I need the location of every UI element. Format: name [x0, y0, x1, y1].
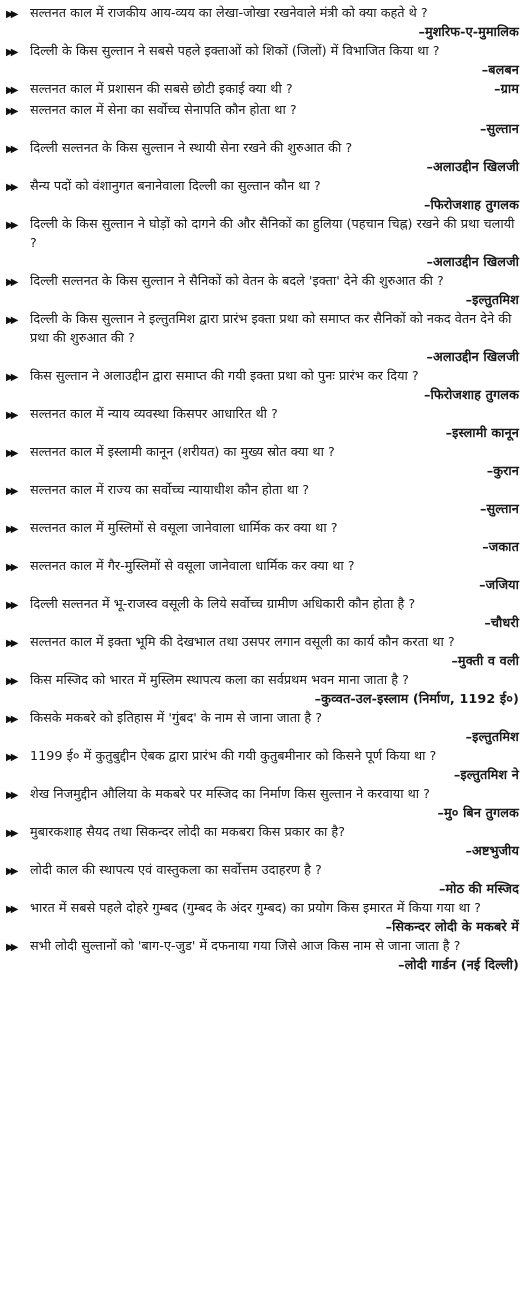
double-arrow-icon: ▶▶: [6, 714, 16, 725]
double-arrow-icon: ▶▶: [6, 752, 16, 763]
qa-content: [30, 42, 519, 80]
double-arrow-icon: ▶▶: [6, 904, 16, 915]
question-text: सल्तनत काल में इक्ता भूमि की देखभाल तथा उसपर लगान वसूली का कार्य कौन करता था ?: [30, 635, 455, 650]
answer-text: –सुल्तान: [480, 502, 519, 517]
question-text: सैन्य पदों को वंशानुगत बनानेवाला दिल्ली का सुल्तान कौन था ?: [30, 179, 321, 194]
qa-content: [30, 671, 519, 709]
question-line: [30, 80, 519, 99]
answer-text: –इल्तुतमिश ने: [453, 768, 519, 783]
question-text: किस सुल्तान ने अलाउद्दीन द्वारा समाप्त की गयी इक्ता प्रथा को पुनः प्रारंभ कर दिया ?: [30, 369, 419, 384]
qa-item: [6, 177, 519, 215]
qa-content: [30, 937, 519, 975]
qa-content: [30, 861, 519, 899]
qa-content: [30, 595, 519, 633]
question-text: दिल्ली सल्तनत के किस सुल्तान ने स्थायी सेना रखने की शुरुआत की ?: [30, 141, 353, 156]
qa-content: [30, 80, 519, 99]
double-arrow-icon: ▶▶: [6, 277, 16, 288]
answer-text: –बलबन: [481, 63, 519, 78]
qa-item: [6, 557, 519, 595]
question-text: सल्तनत काल में मुस्लिमों से वसूला जानेवाला धार्मिक कर क्या था ?: [30, 521, 338, 536]
qa-item: [6, 42, 519, 80]
double-arrow-icon: ▶▶: [6, 144, 16, 155]
qa-content: [30, 177, 519, 215]
question-text: सल्तनत काल में राज्य का सर्वोच्च न्यायाधीश कौन होता था ?: [30, 483, 310, 498]
qa-content: [30, 443, 519, 481]
double-arrow-icon: ▶▶: [6, 410, 16, 421]
qa-item: [6, 633, 519, 671]
question-text: सभी लोदी सुल्तानों को 'बाग-ए-जुड' में दफनाया गया जिसे आज किस नाम से जाना जाता है ?: [30, 939, 461, 954]
question-text: सल्तनत काल में सेना का सर्वोच्च सेनापति कौन होता था ?: [30, 103, 297, 118]
qa-item: [6, 937, 519, 975]
answer-text: –सुल्तान: [480, 122, 519, 137]
qa-item: [6, 80, 519, 101]
answer-text: –अलाउद्दीन खिलजी: [426, 350, 519, 365]
double-arrow-icon: ▶▶: [6, 790, 16, 801]
qa-item: [6, 272, 519, 310]
question-text: सल्तनत काल में इस्लामी कानून (शरीयत) का मुख्य स्रोत क्या था ?: [30, 445, 335, 460]
qa-content: [30, 4, 519, 42]
double-arrow-icon: ▶▶: [6, 828, 16, 839]
qa-content: [30, 101, 519, 139]
double-arrow-icon: ▶▶: [6, 676, 16, 687]
question-text: दिल्ली के किस सुल्तान ने इल्तुतमिश द्वारा प्रारंभ इक्ता प्रथा को समाप्त कर सैनिकों को नकद वेतन देने की प्रथा की शुरुआत की ?: [30, 312, 512, 346]
question-text: दिल्ली सल्तनत के किस सुल्तान ने सैनिकों को वेतन के बदले 'इक्ता' देने की शुरुआत की ?: [30, 274, 444, 289]
answer-text: –कुव्वत-उल-इस्लाम (निर्माण, 1192 ई०): [314, 692, 519, 707]
question-text: दिल्ली के किस सुल्तान ने सबसे पहले इक्ताओं को शिकों (जिलों) में विभाजित किया था ?: [30, 44, 440, 59]
double-arrow-icon: ▶▶: [6, 866, 16, 877]
answer-text: –सिकन्दर लोदी के मकबरे में: [385, 920, 519, 935]
double-arrow-icon: ▶▶: [6, 562, 16, 573]
question-text: दिल्ली के किस सुल्तान ने घोड़ों को दागने की और सैनिकों का हुलिया (पहचान चिह्न) रखने की प्रथा चलायी ?: [30, 217, 515, 251]
question-text: दिल्ली सल्तनत में भू-राजस्व वसूली के लिये सर्वोच्च ग्रामीण अधिकारी कौन होता है ?: [30, 597, 416, 612]
qa-item: [6, 139, 519, 177]
qa-item: [6, 861, 519, 899]
qa-item: [6, 4, 519, 42]
answer-text: –चौधरी: [484, 616, 519, 631]
answer-text: –अलाउद्दीन खिलजी: [426, 255, 519, 270]
answer-text: –कुरान: [486, 464, 519, 479]
double-arrow-icon: ▶▶: [6, 600, 16, 611]
qa-item: [6, 519, 519, 557]
qa-content: [30, 633, 519, 671]
qa-item: [6, 215, 519, 272]
qa-content: [30, 272, 519, 310]
double-arrow-icon: ▶▶: [6, 9, 16, 20]
question-text: लोदी काल की स्थापत्य एवं वास्तुकला का सर्वोत्तम उदाहरण है ?: [30, 863, 322, 878]
qa-item: [6, 785, 519, 823]
qa-content: [30, 823, 519, 861]
answer-text: –अष्टभुजीय: [465, 844, 519, 859]
double-arrow-icon: ▶▶: [6, 182, 16, 193]
question-text: सल्तनत काल में राजकीय आय-व्यय का लेखा-जोखा रखनेवाले मंत्री को क्या कहते थे ?: [30, 6, 428, 21]
answer-text: –जजिया: [479, 578, 519, 593]
qa-item: [6, 595, 519, 633]
qa-item: [6, 709, 519, 747]
qa-content: [30, 367, 519, 405]
qa-item: [6, 481, 519, 519]
qa-content: [30, 709, 519, 747]
answer-text: –इल्तुतमिश: [465, 730, 519, 745]
qa-item: [6, 310, 519, 367]
qa-content: [30, 310, 519, 367]
question-text: किसके मकबरे को इतिहास में 'गुंबद' के नाम से जाना जाता है ?: [30, 711, 323, 726]
qa-item: [6, 747, 519, 785]
question-text: सल्तनत काल में गैर-मुस्लिमों से वसूला जानेवाला धार्मिक कर क्या था ?: [30, 559, 355, 574]
answer-text: –लोदी गार्डन (नई दिल्ली): [398, 958, 519, 973]
qa-content: [30, 785, 519, 823]
double-arrow-icon: ▶▶: [6, 372, 16, 383]
double-arrow-icon: ▶▶: [6, 47, 16, 58]
double-arrow-icon: ▶▶: [6, 942, 16, 953]
answer-text: –मोठ की मस्जिद: [439, 882, 519, 897]
answer-text: –जकात: [482, 540, 519, 555]
qa-item: [6, 899, 519, 937]
qa-item: [6, 405, 519, 443]
answer-text: –अलाउद्दीन खिलजी: [426, 160, 519, 175]
qa-content: [30, 405, 519, 443]
qa-content: [30, 215, 519, 272]
question-text: शेख निजमुद्दीन औलिया के मकबरे पर मस्जिद का निर्माण किस सुल्तान ने करवाया था ?: [30, 787, 430, 802]
double-arrow-icon: ▶▶: [6, 524, 16, 535]
answer-text: –इल्तुतमिश: [465, 293, 519, 308]
question-text: भारत में सबसे पहले दोहरे गुम्बद (गुम्बद के अंदर गुम्बद) का प्रयोग किस इमारत में किया गया था ?: [30, 901, 481, 916]
question-text: सल्तनत काल में न्याय व्यवस्था किसपर आधारित थी ?: [30, 407, 278, 422]
qa-content: [30, 747, 519, 785]
question-text: किस मस्जिद को भारत में मुस्लिम स्थापत्य कला का सर्वप्रथम भवन माना जाता है ?: [30, 673, 409, 688]
qa-item: [6, 367, 519, 405]
answer-text: –ग्राम: [494, 82, 519, 97]
double-arrow-icon: ▶▶: [6, 85, 16, 96]
qa-item: [6, 671, 519, 709]
double-arrow-icon: ▶▶: [6, 220, 16, 231]
double-arrow-icon: ▶▶: [6, 486, 16, 497]
answer-text: –इस्लामी कानून: [445, 426, 519, 441]
qa-content: [30, 519, 519, 557]
double-arrow-icon: ▶▶: [6, 638, 16, 649]
qa-item: [6, 101, 519, 139]
double-arrow-icon: ▶▶: [6, 448, 16, 459]
answer-text: –मु० बिन तुगलक: [437, 806, 519, 821]
question-text: सल्तनत काल में प्रशासन की सबसे छोटी इकाई क्या थी ?: [30, 82, 293, 97]
answer-text: –मुशरिफ-ए-मुमालिक: [418, 25, 519, 40]
qa-content: [30, 481, 519, 519]
qa-content: [30, 139, 519, 177]
question-text: 1199 ई० में कुतुबुद्दीन ऐबक द्वारा प्रारंभ की गयी कुतुबमीनार को किसने पूर्ण किया था ?: [30, 749, 437, 764]
question-text: मुबारकशाह सैयद तथा सिकन्दर लोदी का मकबरा किस प्रकार का है?: [30, 825, 346, 840]
qa-content: [30, 899, 519, 937]
answer-text: –मुक्ती व वली: [451, 654, 519, 669]
qa-item: [6, 443, 519, 481]
answer-text: –फिरोजशाह तुगलक: [424, 198, 519, 213]
answer-text: –फिरोजशाह तुगलक: [424, 388, 519, 403]
double-arrow-icon: ▶▶: [6, 106, 16, 117]
qa-content: [30, 557, 519, 595]
double-arrow-icon: ▶▶: [6, 315, 16, 326]
qa-item: [6, 823, 519, 861]
